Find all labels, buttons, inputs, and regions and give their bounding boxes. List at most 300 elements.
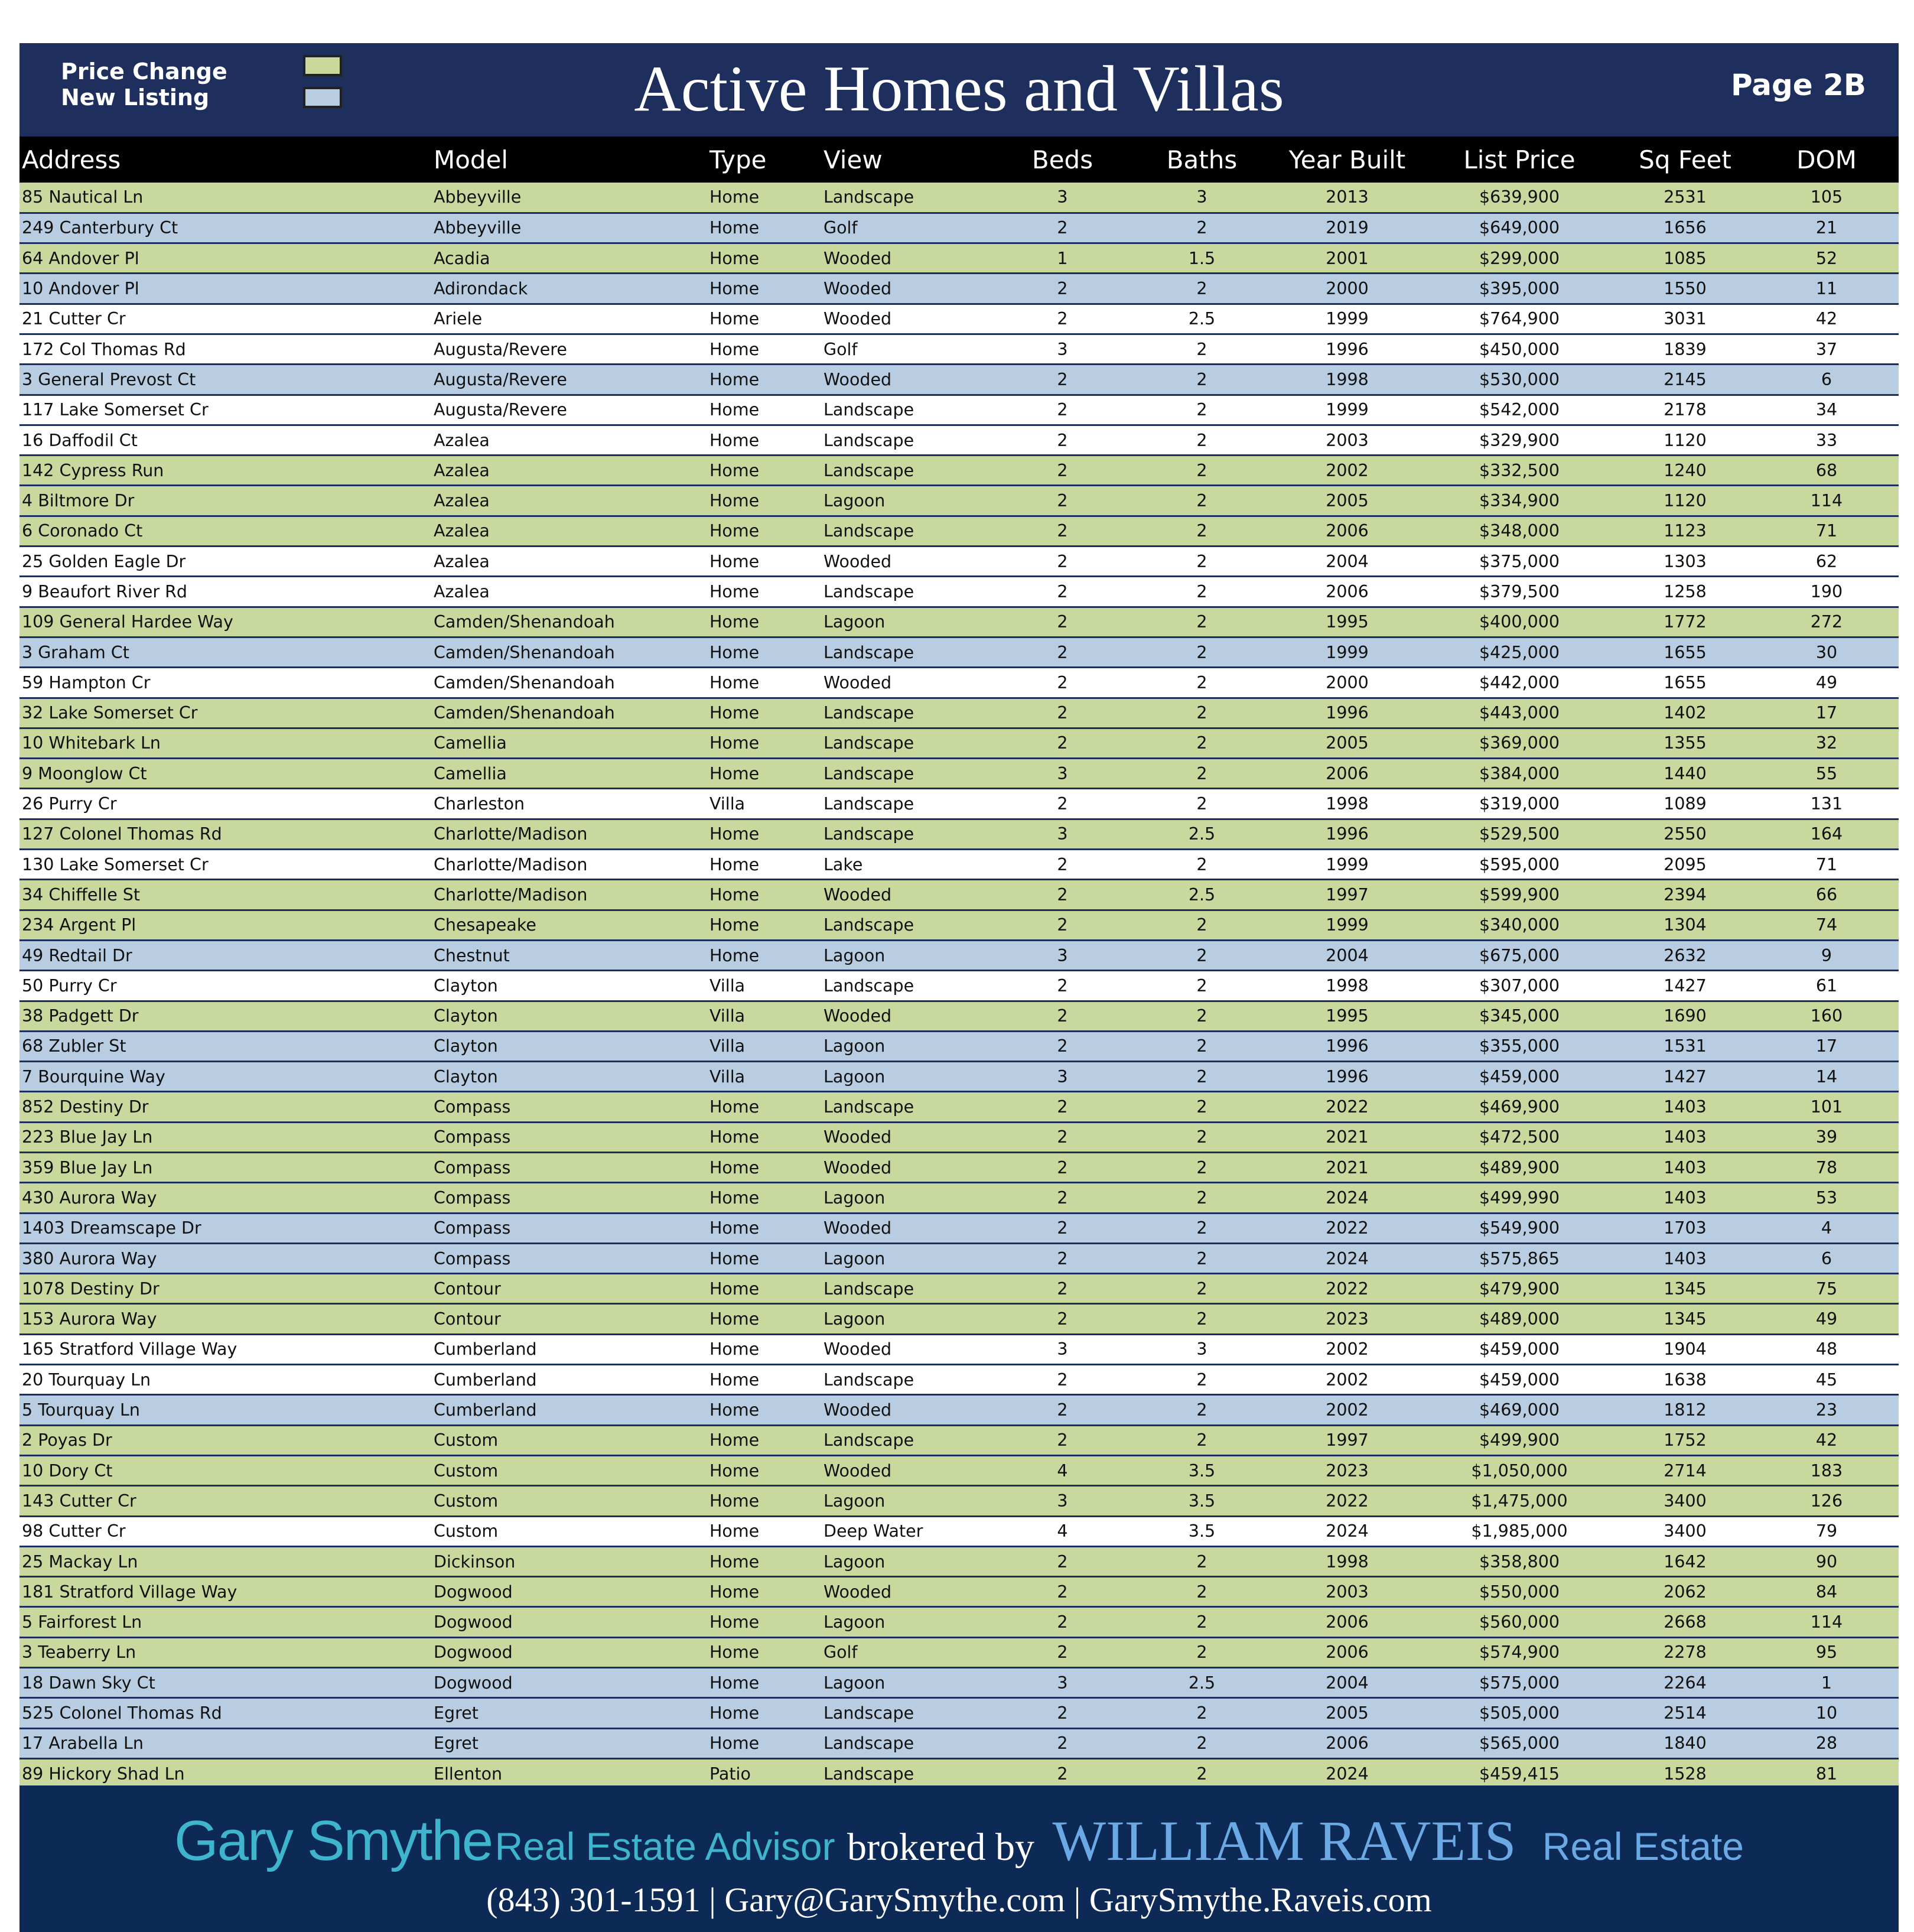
cell-view: Wooded (821, 547, 992, 577)
cell-view: Landscape (821, 819, 992, 849)
cell-type: Home (707, 637, 821, 667)
cell-list-price: $574,900 (1423, 1637, 1616, 1667)
cell-year-built: 1996 (1271, 1062, 1423, 1092)
cell-year-built: 2002 (1271, 1334, 1423, 1364)
cell-model: Charleston (431, 789, 707, 819)
cell-dom: 71 (1755, 516, 1899, 546)
cell-year-built: 1998 (1271, 365, 1423, 395)
cell-view: Landscape (821, 637, 992, 667)
cell-baths: 2 (1132, 1304, 1271, 1334)
cell-view: Landscape (821, 456, 992, 486)
cell-type: Villa (707, 1062, 821, 1092)
cell-address: 7 Bourquine Way (19, 1062, 431, 1092)
cell-year-built: 2022 (1271, 1274, 1423, 1304)
cell-baths: 2 (1132, 486, 1271, 516)
cell-address: 181 Stratford Village Way (19, 1577, 431, 1607)
cell-baths: 1.5 (1132, 243, 1271, 274)
table-row (19, 1395, 1899, 1425)
cell-baths: 2 (1132, 759, 1271, 789)
cell-baths: 2.5 (1132, 819, 1271, 849)
cell-dom: 33 (1755, 425, 1899, 455)
cell-list-price: $450,000 (1423, 334, 1616, 364)
cell-dom: 71 (1755, 850, 1899, 880)
cell-dom: 55 (1755, 759, 1899, 789)
cell-model: Charlotte/Madison (431, 880, 707, 910)
cell-view: Landscape (821, 1728, 992, 1758)
cell-address: 117 Lake Somerset Cr (19, 395, 431, 425)
cell-type: Home (707, 1577, 821, 1607)
cell-view: Golf (821, 1637, 992, 1667)
cell-model: Compass (431, 1153, 707, 1183)
cell-view: Lagoon (821, 1607, 992, 1637)
cell-list-price: $489,900 (1423, 1153, 1616, 1183)
cell-dom: 75 (1755, 1274, 1899, 1304)
cell-type: Home (707, 1728, 821, 1758)
cell-baths: 2 (1132, 1062, 1271, 1092)
cell-sq-feet: 1303 (1616, 547, 1755, 577)
cell-year-built: 1999 (1271, 637, 1423, 667)
cell-model: Custom (431, 1516, 707, 1546)
cell-baths: 2 (1132, 668, 1271, 698)
page-number: Page 2B (1730, 68, 1866, 102)
cell-sq-feet: 1642 (1616, 1546, 1755, 1576)
cell-address: 1403 Dreamscape Dr (19, 1213, 431, 1243)
cell-beds: 2 (992, 789, 1132, 819)
cell-beds: 2 (992, 607, 1132, 637)
cell-baths: 2 (1132, 516, 1271, 546)
cell-baths: 3 (1132, 183, 1271, 213)
cell-model: Clayton (431, 971, 707, 1001)
table-row (19, 486, 1899, 516)
cell-model: Azalea (431, 425, 707, 455)
cell-type: Home (707, 1183, 821, 1213)
table-row (19, 728, 1899, 758)
cell-dom: 61 (1755, 971, 1899, 1001)
cell-baths: 2 (1132, 728, 1271, 758)
cell-address: 359 Blue Jay Ln (19, 1153, 431, 1183)
cell-type: Home (707, 577, 821, 607)
cell-beds: 2 (992, 910, 1132, 940)
cell-model: Chestnut (431, 940, 707, 970)
cell-address: 64 Andover Pl (19, 243, 431, 274)
cell-sq-feet: 1839 (1616, 334, 1755, 364)
cell-list-price: $675,000 (1423, 940, 1616, 970)
cell-address: 85 Nautical Ln (19, 183, 431, 213)
cell-baths: 3.5 (1132, 1516, 1271, 1546)
cell-year-built: 1998 (1271, 1546, 1423, 1576)
table-row (19, 516, 1899, 546)
cell-baths: 2 (1132, 1607, 1271, 1637)
cell-baths: 2 (1132, 1577, 1271, 1607)
cell-beds: 2 (992, 1758, 1132, 1788)
cell-sq-feet: 1403 (1616, 1153, 1755, 1183)
cell-list-price: $489,000 (1423, 1304, 1616, 1334)
cell-type: Home (707, 1092, 821, 1122)
cell-address: 17 Arabella Ln (19, 1728, 431, 1758)
cell-address: 127 Colonel Thomas Rd (19, 819, 431, 849)
cell-view: Lagoon (821, 1062, 992, 1092)
cell-model: Compass (431, 1122, 707, 1152)
cell-address: 2 Poyas Dr (19, 1425, 431, 1455)
cell-view: Landscape (821, 1365, 992, 1395)
cell-baths: 2 (1132, 789, 1271, 819)
cell-address: 18 Dawn Sky Ct (19, 1668, 431, 1698)
cell-beds: 2 (992, 1425, 1132, 1455)
cell-year-built: 2006 (1271, 1728, 1423, 1758)
cell-address: 1078 Destiny Dr (19, 1274, 431, 1304)
cell-dom: 4 (1755, 1213, 1899, 1243)
cell-baths: 2 (1132, 850, 1271, 880)
cell-list-price: $639,900 (1423, 183, 1616, 213)
cell-beds: 2 (992, 425, 1132, 455)
cell-view: Landscape (821, 1698, 992, 1728)
cell-type: Home (707, 1274, 821, 1304)
cell-model: Compass (431, 1243, 707, 1273)
cell-address: 9 Beaufort River Rd (19, 577, 431, 607)
cell-baths: 2 (1132, 1213, 1271, 1243)
cell-model: Azalea (431, 547, 707, 577)
cell-view: Wooded (821, 365, 992, 395)
cell-model: Dogwood (431, 1577, 707, 1607)
cell-type: Home (707, 1243, 821, 1273)
cell-list-price: $334,900 (1423, 486, 1616, 516)
cell-baths: 2 (1132, 1153, 1271, 1183)
cell-sq-feet: 1655 (1616, 637, 1755, 667)
cell-type: Home (707, 1607, 821, 1637)
cell-sq-feet: 2514 (1616, 1698, 1755, 1728)
cell-sq-feet: 3400 (1616, 1516, 1755, 1546)
table-row (19, 1546, 1899, 1576)
cell-sq-feet: 1345 (1616, 1304, 1755, 1334)
cell-baths: 2 (1132, 910, 1271, 940)
cell-model: Augusta/Revere (431, 395, 707, 425)
cell-year-built: 2024 (1271, 1758, 1423, 1788)
table-header-row (19, 136, 1899, 183)
column-header-type: Type (709, 145, 767, 174)
cell-view: Deep Water (821, 1516, 992, 1546)
cell-beds: 2 (992, 668, 1132, 698)
cell-address: 172 Col Thomas Rd (19, 334, 431, 364)
cell-list-price: $469,000 (1423, 1395, 1616, 1425)
table-row (19, 1577, 1899, 1607)
cell-beds: 2 (992, 1637, 1132, 1667)
table-body (19, 183, 1899, 1789)
cell-baths: 2 (1132, 1425, 1271, 1455)
cell-year-built: 1999 (1271, 304, 1423, 334)
cell-address: 380 Aurora Way (19, 1243, 431, 1273)
cell-year-built: 2002 (1271, 456, 1423, 486)
cell-type: Home (707, 516, 821, 546)
cell-dom: 32 (1755, 728, 1899, 758)
cell-type: Home (707, 1668, 821, 1698)
cell-dom: 42 (1755, 1425, 1899, 1455)
column-header-baths: Baths (1166, 145, 1238, 174)
brokerage-logo-suffix: Real Estate (1542, 1824, 1744, 1868)
cell-list-price: $1,985,000 (1423, 1516, 1616, 1546)
cell-sq-feet: 2095 (1616, 850, 1755, 880)
cell-sq-feet: 1752 (1616, 1425, 1755, 1455)
cell-sq-feet: 1240 (1616, 456, 1755, 486)
cell-sq-feet: 1840 (1616, 1728, 1755, 1758)
cell-dom: 42 (1755, 304, 1899, 334)
cell-beds: 2 (992, 1728, 1132, 1758)
cell-beds: 2 (992, 1122, 1132, 1152)
cell-baths: 3.5 (1132, 1486, 1271, 1516)
agent-name: Gary Smythe (174, 1809, 493, 1872)
cell-beds: 2 (992, 1607, 1132, 1637)
cell-beds: 2 (992, 850, 1132, 880)
cell-year-built: 2006 (1271, 1607, 1423, 1637)
column-header-dom: DOM (1796, 145, 1857, 174)
cell-baths: 3 (1132, 1334, 1271, 1364)
table-row (19, 1486, 1899, 1516)
cell-type: Home (707, 1546, 821, 1576)
cell-model: Abbeyville (431, 213, 707, 243)
cell-list-price: $505,000 (1423, 1698, 1616, 1728)
cell-address: 109 General Hardee Way (19, 607, 431, 637)
cell-dom: 52 (1755, 243, 1899, 274)
cell-beds: 3 (992, 1668, 1132, 1698)
cell-list-price: $329,900 (1423, 425, 1616, 455)
cell-dom: 190 (1755, 577, 1899, 607)
cell-beds: 2 (992, 486, 1132, 516)
cell-view: Landscape (821, 728, 992, 758)
cell-address: 50 Purry Cr (19, 971, 431, 1001)
table-row (19, 1425, 1899, 1455)
cell-view: Lagoon (821, 1183, 992, 1213)
cell-model: Augusta/Revere (431, 334, 707, 364)
cell-baths: 2.5 (1132, 304, 1271, 334)
cell-dom: 131 (1755, 789, 1899, 819)
cell-beds: 2 (992, 516, 1132, 546)
cell-sq-feet: 1772 (1616, 607, 1755, 637)
cell-type: Villa (707, 1031, 821, 1061)
cell-type: Patio (707, 1758, 821, 1788)
cell-view: Lagoon (821, 1243, 992, 1273)
cell-dom: 14 (1755, 1062, 1899, 1092)
cell-year-built: 2004 (1271, 547, 1423, 577)
table-row (19, 577, 1899, 607)
cell-model: Charlotte/Madison (431, 819, 707, 849)
cell-beds: 2 (992, 304, 1132, 334)
cell-baths: 2 (1132, 213, 1271, 243)
table-row (19, 910, 1899, 940)
table-row (19, 759, 1899, 789)
cell-dom: 68 (1755, 456, 1899, 486)
cell-baths: 3.5 (1132, 1455, 1271, 1485)
cell-dom: 114 (1755, 1607, 1899, 1637)
cell-model: Camellia (431, 728, 707, 758)
cell-model: Egret (431, 1698, 707, 1728)
cell-year-built: 2003 (1271, 425, 1423, 455)
column-header-sq-feet: Sq Feet (1639, 145, 1731, 174)
cell-list-price: $459,000 (1423, 1365, 1616, 1395)
cell-baths: 2 (1132, 1637, 1271, 1667)
cell-beds: 2 (992, 395, 1132, 425)
cell-year-built: 1995 (1271, 607, 1423, 637)
cell-model: Azalea (431, 486, 707, 516)
cell-model: Camden/Shenandoah (431, 607, 707, 637)
cell-dom: 28 (1755, 1728, 1899, 1758)
cell-sq-feet: 2668 (1616, 1607, 1755, 1637)
cell-sq-feet: 1089 (1616, 789, 1755, 819)
agent-role: Real Estate Advisor (494, 1824, 835, 1868)
cell-list-price: $1,475,000 (1423, 1486, 1616, 1516)
cell-year-built: 2022 (1271, 1213, 1423, 1243)
footer-banner (19, 1785, 1899, 1932)
cell-dom: 17 (1755, 698, 1899, 728)
table-row (19, 1274, 1899, 1304)
cell-view: Landscape (821, 1425, 992, 1455)
cell-view: Lagoon (821, 607, 992, 637)
brokerage-logo: WILLIAM RAVEIS (1052, 1809, 1516, 1872)
legend-new-listing-label: New Listing (61, 84, 210, 110)
cell-address: 38 Padgett Dr (19, 1001, 431, 1031)
cell-beds: 2 (992, 577, 1132, 607)
cell-baths: 2 (1132, 425, 1271, 455)
cell-dom: 1 (1755, 1668, 1899, 1698)
cell-model: Cumberland (431, 1365, 707, 1395)
cell-year-built: 2002 (1271, 1365, 1423, 1395)
cell-dom: 79 (1755, 1516, 1899, 1546)
table-row (19, 334, 1899, 364)
legend-price-change-label: Price Change (61, 58, 227, 84)
table-row (19, 1213, 1899, 1243)
cell-baths: 2 (1132, 1758, 1271, 1788)
cell-beds: 1 (992, 243, 1132, 274)
cell-dom: 39 (1755, 1122, 1899, 1152)
cell-model: Dogwood (431, 1668, 707, 1698)
cell-list-price: $375,000 (1423, 547, 1616, 577)
cell-beds: 3 (992, 1062, 1132, 1092)
cell-model: Custom (431, 1486, 707, 1516)
cell-view: Landscape (821, 1274, 992, 1304)
cell-sq-feet: 1655 (1616, 668, 1755, 698)
cell-list-price: $442,000 (1423, 668, 1616, 698)
cell-dom: 84 (1755, 1577, 1899, 1607)
cell-beds: 4 (992, 1516, 1132, 1546)
cell-year-built: 2023 (1271, 1455, 1423, 1485)
cell-type: Home (707, 1455, 821, 1485)
cell-view: Wooded (821, 1001, 992, 1031)
table-row (19, 1728, 1899, 1758)
cell-address: 21 Cutter Cr (19, 304, 431, 334)
cell-sq-feet: 1304 (1616, 910, 1755, 940)
cell-view: Wooded (821, 1395, 992, 1425)
table-row (19, 456, 1899, 486)
cell-view: Landscape (821, 183, 992, 213)
cell-beds: 3 (992, 334, 1132, 364)
cell-beds: 3 (992, 940, 1132, 970)
cell-type: Home (707, 1213, 821, 1243)
listings-table (19, 136, 1899, 1790)
table-row (19, 425, 1899, 455)
header-banner (19, 43, 1899, 136)
cell-sq-feet: 1345 (1616, 1274, 1755, 1304)
cell-year-built: 2022 (1271, 1092, 1423, 1122)
table-row (19, 940, 1899, 970)
cell-view: Wooded (821, 304, 992, 334)
cell-sq-feet: 1528 (1616, 1758, 1755, 1788)
cell-list-price: $530,000 (1423, 365, 1616, 395)
cell-year-built: 1995 (1271, 1001, 1423, 1031)
cell-view: Landscape (821, 789, 992, 819)
cell-dom: 49 (1755, 668, 1899, 698)
cell-list-price: $332,500 (1423, 456, 1616, 486)
cell-dom: 23 (1755, 1395, 1899, 1425)
cell-dom: 101 (1755, 1092, 1899, 1122)
cell-dom: 95 (1755, 1637, 1899, 1667)
cell-year-built: 2021 (1271, 1153, 1423, 1183)
cell-dom: 48 (1755, 1334, 1899, 1364)
cell-dom: 160 (1755, 1001, 1899, 1031)
cell-type: Villa (707, 789, 821, 819)
cell-address: 4 Biltmore Dr (19, 486, 431, 516)
cell-dom: 183 (1755, 1455, 1899, 1485)
cell-year-built: 2024 (1271, 1516, 1423, 1546)
cell-beds: 2 (992, 1183, 1132, 1213)
cell-baths: 2 (1132, 456, 1271, 486)
cell-list-price: $565,000 (1423, 1728, 1616, 1758)
cell-beds: 2 (992, 1395, 1132, 1425)
cell-model: Clayton (431, 1031, 707, 1061)
cell-list-price: $575,000 (1423, 1668, 1616, 1698)
cell-year-built: 1998 (1271, 789, 1423, 819)
cell-year-built: 2004 (1271, 1668, 1423, 1698)
cell-view: Lagoon (821, 1486, 992, 1516)
cell-beds: 2 (992, 274, 1132, 304)
cell-address: 10 Andover Pl (19, 274, 431, 304)
cell-dom: 66 (1755, 880, 1899, 910)
cell-year-built: 2001 (1271, 243, 1423, 274)
cell-sq-feet: 1427 (1616, 971, 1755, 1001)
cell-sq-feet: 3400 (1616, 1486, 1755, 1516)
cell-view: Wooded (821, 1455, 992, 1485)
cell-model: Camellia (431, 759, 707, 789)
cell-type: Home (707, 728, 821, 758)
table-row (19, 1516, 1899, 1546)
cell-type: Home (707, 456, 821, 486)
cell-sq-feet: 1690 (1616, 1001, 1755, 1031)
cell-type: Home (707, 607, 821, 637)
cell-view: Wooded (821, 880, 992, 910)
cell-year-built: 2006 (1271, 577, 1423, 607)
cell-list-price: $319,000 (1423, 789, 1616, 819)
table-row (19, 1607, 1899, 1637)
cell-dom: 9 (1755, 940, 1899, 970)
cell-beds: 2 (992, 1546, 1132, 1576)
table-row (19, 1122, 1899, 1152)
cell-view: Landscape (821, 910, 992, 940)
cell-list-price: $549,900 (1423, 1213, 1616, 1243)
cell-baths: 2 (1132, 1728, 1271, 1758)
cell-dom: 10 (1755, 1698, 1899, 1728)
cell-baths: 2 (1132, 607, 1271, 637)
cell-list-price: $575,865 (1423, 1243, 1616, 1273)
cell-list-price: $459,000 (1423, 1062, 1616, 1092)
table-row (19, 1031, 1899, 1061)
cell-year-built: 2023 (1271, 1304, 1423, 1334)
table-row (19, 274, 1899, 304)
cell-view: Lake (821, 850, 992, 880)
cell-baths: 2 (1132, 1365, 1271, 1395)
table-row (19, 395, 1899, 425)
cell-view: Landscape (821, 516, 992, 546)
cell-view: Wooded (821, 1122, 992, 1152)
cell-list-price: $1,050,000 (1423, 1455, 1616, 1485)
footer-branding (19, 1808, 1899, 1874)
cell-address: 20 Tourquay Ln (19, 1365, 431, 1395)
